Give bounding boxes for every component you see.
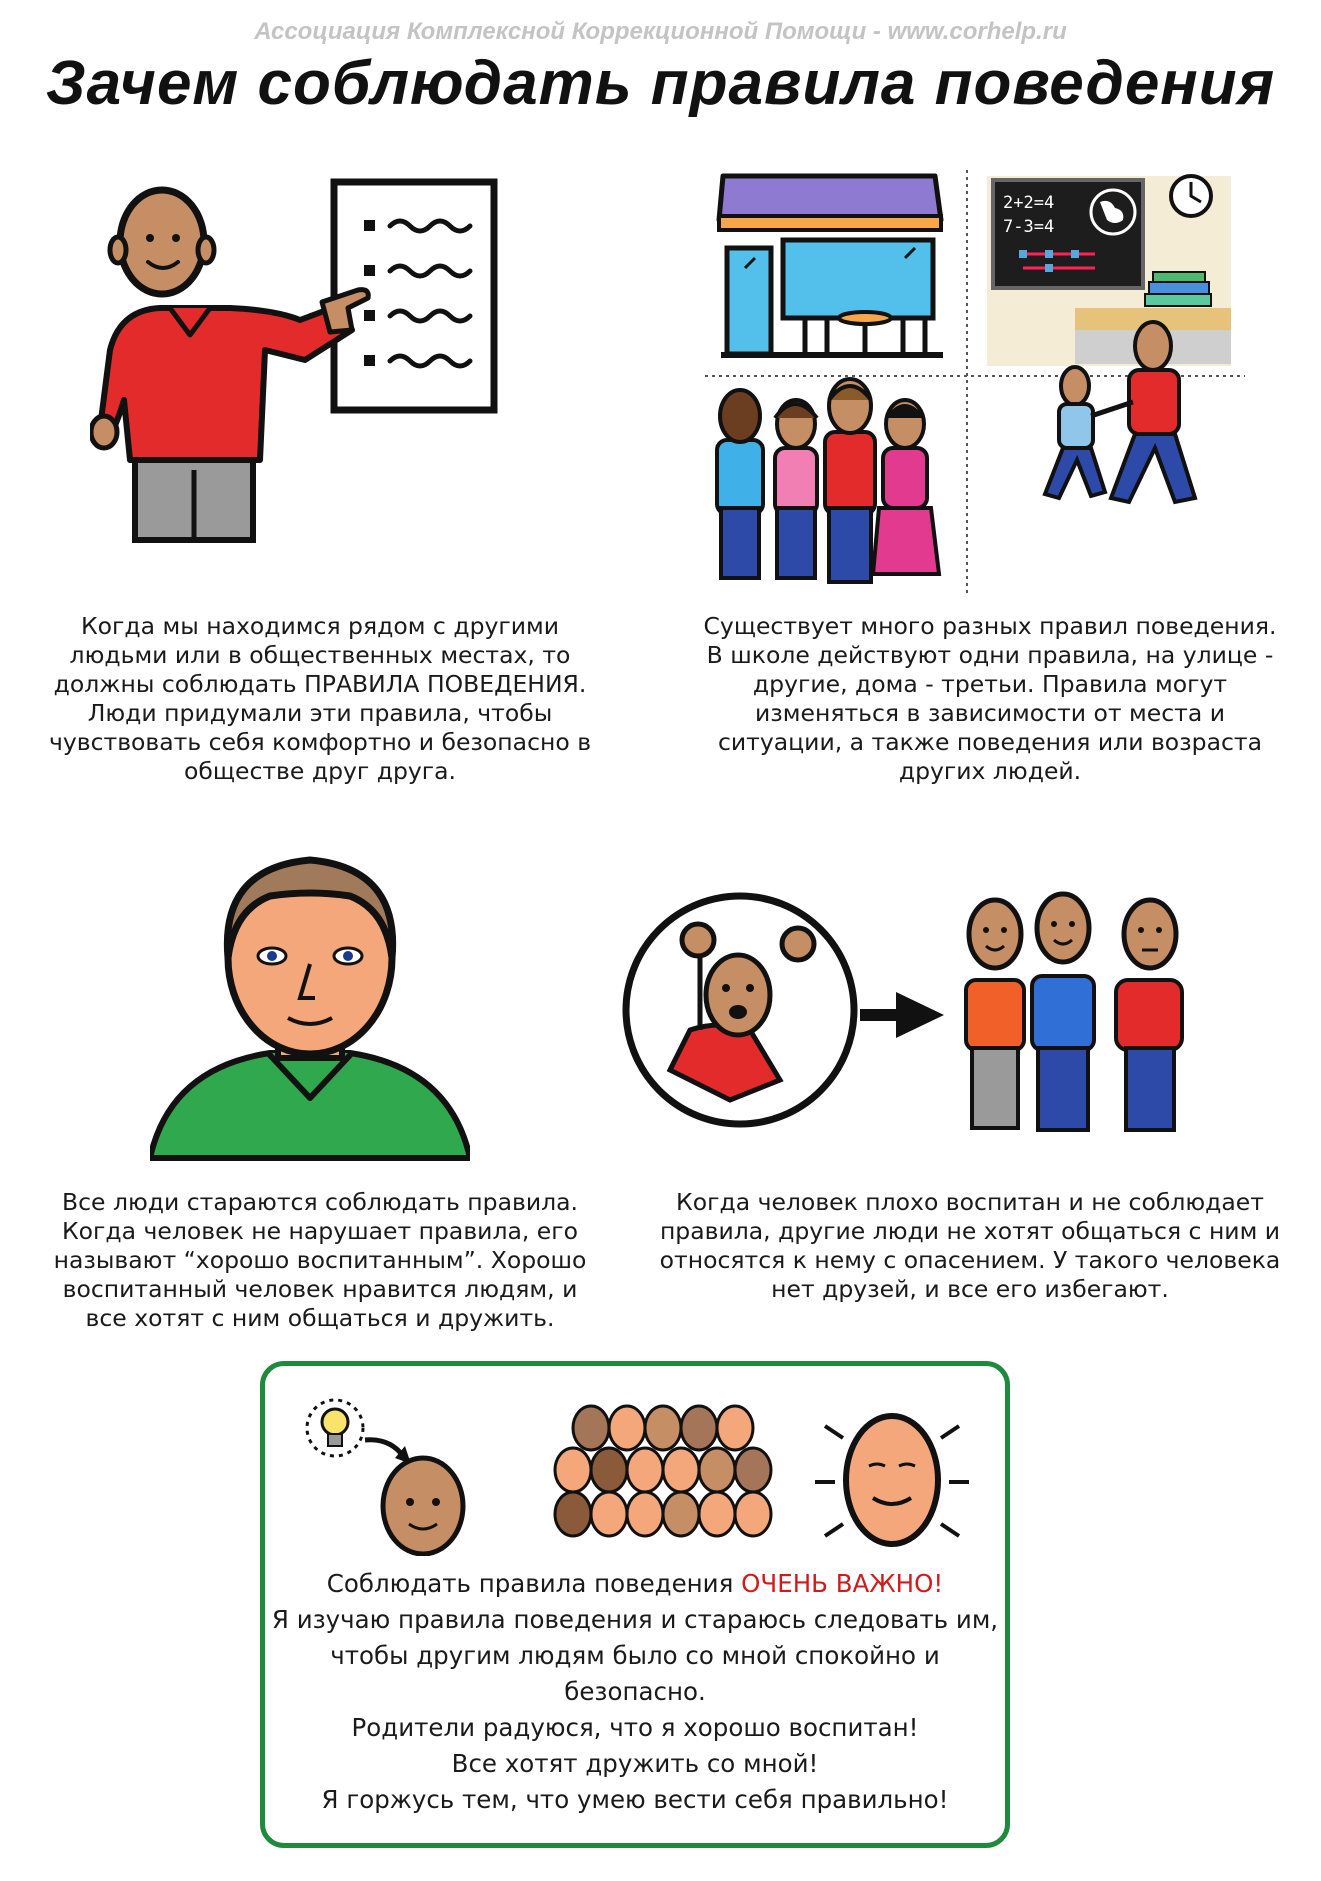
group-of-children-icon <box>717 379 939 582</box>
text-line: Когда мы находимся рядом с другими <box>80 612 560 640</box>
text-line: ситуации, а также поведения или возраста <box>717 728 1262 756</box>
teacher-pointing-at-rules-illustration <box>90 170 540 550</box>
text-line: Когда человек плохо воспитан и не соблюдает <box>676 1188 1264 1216</box>
text-line: относятся к нему с опасением. У такого человека <box>659 1246 1281 1274</box>
text-line: людьми или в общественных местах, то <box>69 641 571 669</box>
lightbulb-idea-icon <box>307 1400 363 1456</box>
summary-text <box>265 1566 1005 1818</box>
summary-emphasis: ОЧЕНЬ ВАЖНО! <box>741 1569 944 1598</box>
summary-line: безопасно. <box>564 1677 706 1706</box>
text-line: воспитанный человек нравится людям, и <box>62 1275 578 1303</box>
paragraph-rules-places <box>690 612 1290 786</box>
text-line: называют “хорошо воспитанным”. Хорошо <box>53 1246 587 1274</box>
watermark: Ассоциация Комплексной Коррекционной Помощи - www.corhelp.ru <box>254 18 1067 45</box>
summary-headline <box>265 1566 1005 1602</box>
text-line: все хотят с ним общаться и дружить. <box>85 1304 555 1332</box>
text-line: Существует много разных правил поведения. <box>703 612 1277 640</box>
text-line: обществе друг друга. <box>183 757 457 785</box>
summary-line: Все хотят дружить со мной! <box>451 1749 819 1778</box>
crowd-of-people-icon <box>555 1406 771 1536</box>
board-equation: 7-3=4 <box>1003 217 1055 237</box>
summary-line: Я горжусь тем, что умею вести себя правильно! <box>321 1785 949 1814</box>
thinking-head-icon <box>383 1458 463 1554</box>
paragraph-well-behaved <box>40 1188 600 1333</box>
text-line: В школе действуют одни правила, на улице - <box>706 641 1274 669</box>
summary-line: Родители радуюся, что я хорошо воспитан! <box>351 1713 919 1742</box>
text-line: других людей. <box>898 757 1082 785</box>
text-line: другие, дома - третьи. Правила могут <box>752 670 1228 698</box>
proud-face-icon <box>815 1416 969 1544</box>
summary-headline-prefix: Соблюдать правила поведения <box>326 1569 742 1598</box>
text-line: нет друзей, и все его избегают. <box>771 1275 1169 1303</box>
text-line: Люди придумали эти правила, чтобы <box>87 699 553 727</box>
board-equation: 2+2=4 <box>1003 193 1055 213</box>
text-line: должны соблюдать ПРАВИЛА ПОВЕДЕНИЯ. <box>53 670 587 698</box>
classroom-icon <box>987 176 1231 366</box>
page-title: Зачем соблюдать правила поведения <box>45 49 1276 118</box>
text-line: Когда человек не нарушает правила, его <box>62 1217 578 1245</box>
badly-behaved-person-illustration <box>620 880 1280 1140</box>
paragraph-badly-behaved <box>650 1188 1290 1304</box>
cafe-icon <box>719 176 943 358</box>
summary-box <box>260 1361 1010 1848</box>
text-line: изменяться в зависимости от места и <box>755 699 1225 727</box>
summary-line: Я изучаю правила поведения и стараюсь следовать им, <box>271 1605 999 1634</box>
text-line: Все люди стараются соблюдать правила. <box>61 1188 579 1216</box>
paragraph-rules-intro <box>40 612 600 786</box>
text-line: правила, другие люди не хотят общаться с ним и <box>659 1217 1281 1245</box>
well-behaved-person-illustration <box>150 848 470 1168</box>
summary-line: чтобы другим людям было со мной спокойно и <box>330 1641 940 1670</box>
text-line: чувствовать себя комфортно и безопасно в <box>48 728 592 756</box>
places-and-situations-illustration <box>705 168 1245 598</box>
summary-illustrations <box>295 1386 985 1556</box>
